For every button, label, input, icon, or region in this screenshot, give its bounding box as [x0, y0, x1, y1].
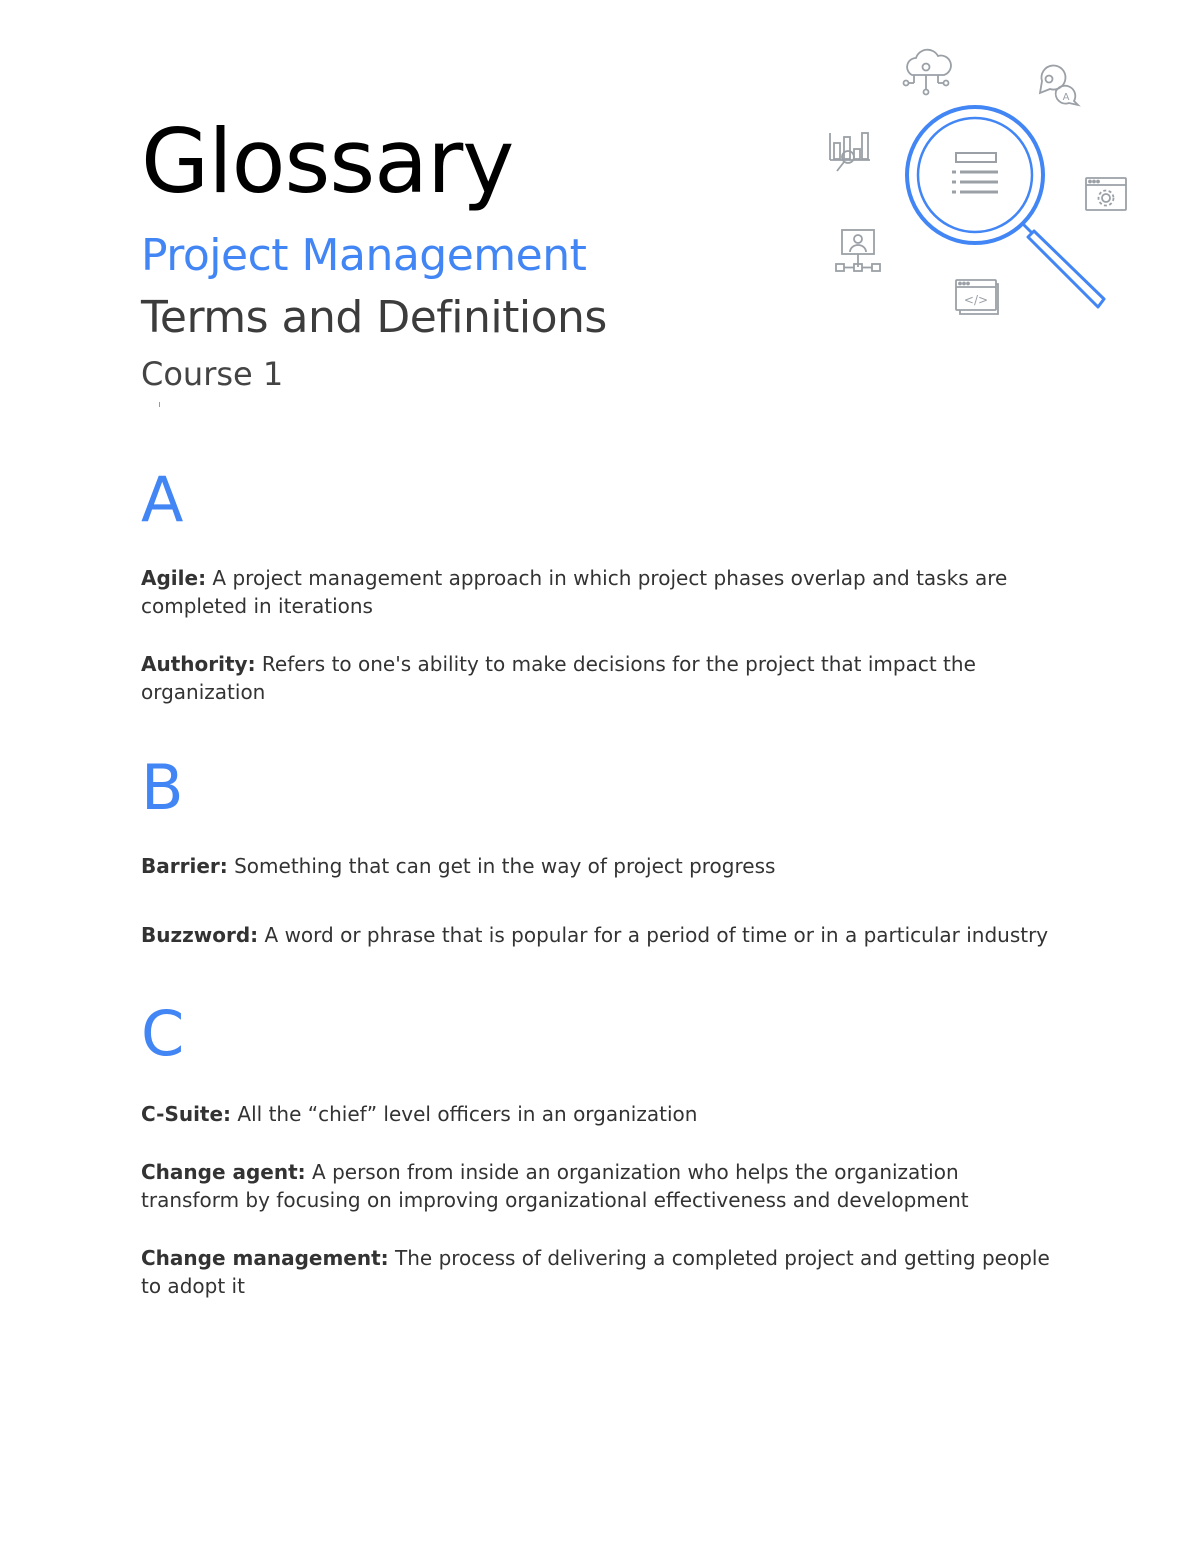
document-subtitle: Project Management — [141, 230, 587, 281]
section-c — [141, 996, 1061, 1300]
document-header — [141, 112, 781, 394]
chat-question-icon — [1040, 66, 1078, 105]
section-letter: B — [141, 751, 184, 824]
chart-search-icon — [830, 133, 870, 171]
section-a — [141, 462, 1061, 706]
glossary-content — [141, 462, 1061, 1300]
section-b — [141, 750, 1061, 954]
term-definition: All the “chief” level officers in an organization — [231, 1102, 698, 1126]
glossary-entry — [141, 650, 1061, 706]
term-definition: Refers to one's ability to make decisions for the project that impact the organization — [141, 652, 976, 704]
section-letter: A — [141, 463, 184, 536]
term-name: C-Suite: — [141, 1102, 232, 1126]
glossary-entry — [141, 564, 1061, 620]
document-title: Glossary — [141, 110, 514, 213]
term-name: Change management: — [141, 1246, 389, 1270]
term-name: Authority: — [141, 652, 256, 676]
glossary-entry — [141, 916, 1061, 954]
glossary-entry — [141, 852, 1061, 880]
course-label: Course 1 — [141, 355, 284, 393]
document-subtitle-secondary: Terms and Definitions — [141, 292, 607, 343]
chat-answer-letter: A — [1062, 92, 1070, 103]
section-letter: C — [141, 997, 185, 1070]
code-label: </> — [963, 293, 989, 307]
cloud-network-icon — [904, 50, 951, 95]
term-name: Agile: — [141, 566, 207, 590]
decorative-tick — [159, 402, 160, 407]
user-org-icon — [836, 230, 880, 271]
term-definition: A person from inside an organization who helps the organization transform by focusing on improving organizational effectiveness and development — [141, 1160, 969, 1212]
code-window-icon — [956, 280, 998, 314]
settings-window-icon — [1086, 178, 1126, 210]
term-name: Barrier: — [141, 854, 228, 878]
term-definition: A project management approach in which project phases overlap and tasks are completed in iterations — [141, 566, 1008, 618]
magnifying-glass-icon — [907, 107, 1104, 307]
glossary-entry — [141, 1100, 1061, 1128]
glossary-illustration — [820, 45, 1140, 320]
term-definition: The process of delivering a completed project and getting people to adopt it — [141, 1246, 1050, 1298]
term-definition: Something that can get in the way of project progress — [227, 854, 776, 878]
glossary-entry — [141, 1244, 1061, 1300]
glossary-entry — [141, 1158, 1061, 1214]
term-name: Buzzword: — [141, 923, 259, 947]
term-name: Change agent: — [141, 1160, 306, 1184]
term-definition: A word or phrase that is popular for a period of time or in a particular industry — [258, 923, 1049, 947]
